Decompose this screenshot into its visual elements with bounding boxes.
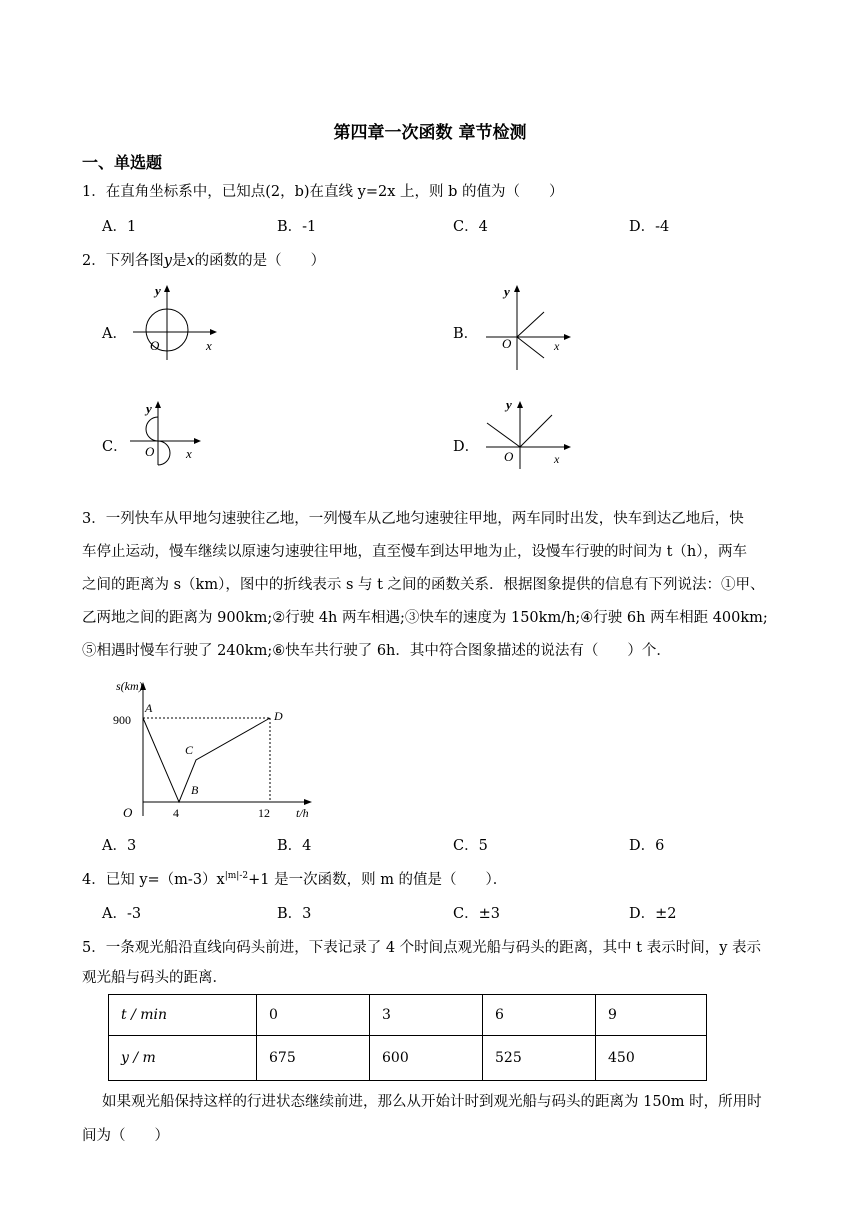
table-cell: 9 <box>596 995 707 1036</box>
section-heading: 一、单选题 <box>82 153 163 172</box>
q1-option-a: A．1 <box>102 219 137 235</box>
question-3-line-5: ⑤相遇时慢车行驶了 240km;⑥快车共行驶了 6h．其中符合图象描述的说法有（ ）个． <box>82 643 671 659</box>
q4-option-a: A．-3 <box>102 906 142 922</box>
q2-option-c: C． <box>102 439 128 455</box>
q3-option-d: D．6 <box>629 838 665 854</box>
page-title: 第四章一次函数 章节检测 <box>333 123 527 143</box>
table-cell: 450 <box>596 1036 707 1081</box>
q3-origin: O <box>123 805 133 820</box>
q3-point-d: D <box>274 709 283 723</box>
q3-y-tick-900: 900 <box>113 713 131 727</box>
q3-distance-time-graph <box>112 674 322 820</box>
q2-option-b: B． <box>453 326 479 342</box>
q3-x-axis-label: t/h <box>296 806 309 820</box>
question-5-line-4: 间为（ ） <box>82 1128 169 1144</box>
q2b-origin: O <box>502 336 512 351</box>
question-2-stem <box>82 249 325 270</box>
question-5-line-3: 如果观光船保持这样的行进状态继续前进，那么从开始计时到观光船与码头的距离为 150m 时，所用时 <box>102 1094 762 1110</box>
q2c-origin: O <box>145 444 155 459</box>
q2-graph-b-rays <box>482 282 582 372</box>
q3-point-c: C <box>185 743 194 757</box>
q4-option-b: B．3 <box>277 906 312 922</box>
q2a-x-label: x <box>206 338 212 353</box>
q2c-x-label: x <box>186 446 192 461</box>
question-1-stem: 1．在直角坐标系中，已知点(2，b)在直线 y=2x 上，则 b 的值为（ ） <box>82 184 564 200</box>
q3-x-tick-4: 4 <box>173 806 179 820</box>
q3-x-tick-12: 12 <box>258 806 270 820</box>
table-cell: 6 <box>483 995 596 1036</box>
question-4-stem <box>82 868 507 889</box>
q2-graph-a-circle <box>125 282 225 362</box>
table-cell: 0 <box>257 995 370 1036</box>
q2d-x-label: x <box>554 452 560 466</box>
table-cell: 3 <box>370 995 483 1036</box>
q2-option-d: D． <box>453 439 480 455</box>
table-row <box>109 1036 707 1081</box>
table-cell: 675 <box>257 1036 370 1081</box>
q4-option-d: D．±2 <box>629 906 677 922</box>
table-cell: y / m <box>109 1036 257 1081</box>
q1-option-b: B．-1 <box>277 219 317 235</box>
q2-var-x: x <box>186 253 195 269</box>
table-cell: 525 <box>483 1036 596 1081</box>
question-5-line-2: 观光船与码头的距离． <box>82 970 227 986</box>
question-3-line-2: 车停止运动，慢车继续以原速匀速驶往甲地，直至慢车到达甲地为止，设慢车行驶的时间为 t（h），两车 <box>82 544 748 560</box>
q2-option-a: A． <box>102 326 127 342</box>
q2a-y-label: y <box>155 283 161 298</box>
q2a-origin: O <box>150 338 160 353</box>
table-cell: t / min <box>109 995 257 1036</box>
q2-graph-d-v-shape <box>482 395 582 470</box>
q2-var-y: y <box>163 253 172 269</box>
q2b-y-label: y <box>504 284 510 299</box>
q5-data-table <box>108 994 707 1081</box>
q2b-x-label: x <box>554 339 560 353</box>
q2d-y-label: y <box>506 397 512 412</box>
question-3-line-4: 乙两地之间的距离为 900km;②行驶 4h 两车相遇;③快车的速度为 150km/h;④行驶 6h 两车相距 400km; <box>82 610 768 626</box>
q1-option-d: D．-4 <box>629 219 670 235</box>
q3-point-b: B <box>191 783 199 797</box>
table-cell: 600 <box>370 1036 483 1081</box>
q4-option-c: C．±3 <box>453 906 500 922</box>
q4-stem-post: +1 是一次函数，则 m 的值是（ ）． <box>248 872 508 888</box>
question-3-line-1: 3．一列快车从甲地匀速驶往乙地，一列慢车从乙地匀速驶往甲地，两车同时出发，快车到达乙地后，快 <box>82 511 744 527</box>
q2c-y-label: y <box>146 401 152 416</box>
q2-stem-pre: 2．下列各图 <box>82 253 164 269</box>
q3-option-a: A．3 <box>102 838 137 854</box>
q3-point-a: A <box>145 701 153 715</box>
question-3-line-3: 之间的距离为 s（km），图中的折线表示 s 与 t 之间的函数关系．根据图象提供的信息有下列说法：①甲、 <box>82 577 765 593</box>
q2-stem-post: 的函数的是（ ） <box>194 253 326 269</box>
q3-option-b: B．4 <box>277 838 312 854</box>
q3-y-axis-label: s(km) <box>116 679 143 693</box>
q2-graph-c-semicircles <box>128 395 208 470</box>
q3-option-c: C．5 <box>453 838 488 854</box>
q4-exponent: |m|-2 <box>224 871 249 882</box>
q4-stem-pre: 4．已知 y=（m-3）x <box>82 872 225 888</box>
q2-stem-mid: 是 <box>171 253 187 269</box>
table-row <box>109 995 707 1036</box>
q1-option-c: C．4 <box>453 219 488 235</box>
q2d-origin: O <box>504 449 514 464</box>
question-5-line-1: 5．一条观光船沿直线向码头前进，下表记录了 4 个时间点观光船与码头的距离，其中 t 表示时间，y 表示 <box>82 940 762 956</box>
